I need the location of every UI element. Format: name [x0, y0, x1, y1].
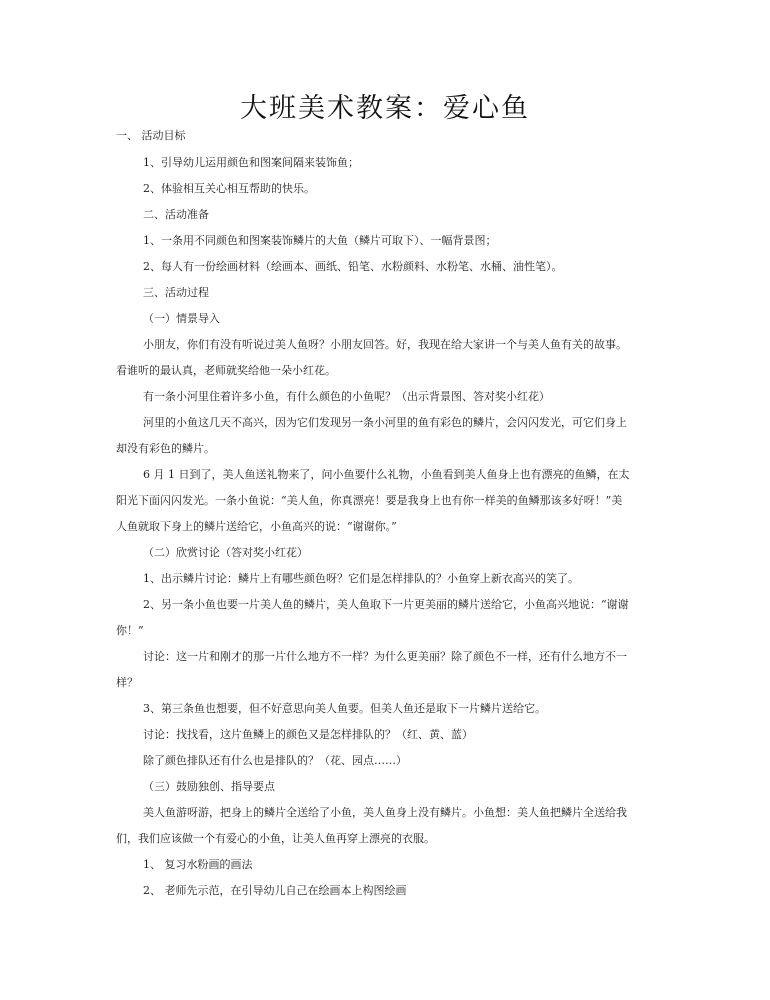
subsection-heading: （二）欣赏讨论（答对奖小红花）: [143, 546, 308, 559]
paragraph-line: 1、 复习水粉画的画法: [143, 858, 253, 871]
paragraph-line: 人鱼就取下身上的鳞片送给它，小鱼高兴的说：“谢谢你。”: [116, 520, 397, 533]
paragraph-line: 除了颜色排队还有什么也是排队的？（花、园点……）: [143, 754, 407, 767]
paragraph-line: 1、引导幼儿运用颜色和图案间隔来装饰鱼；: [143, 156, 359, 169]
paragraph-line: 讨论：找找看，这片鱼鳞上的颜色又是怎样排队的？（红、黄、蓝）: [143, 728, 473, 741]
paragraph-line: 河里的小鱼这几天不高兴，因为它们发现另一条小河里的鱼有彩色的鳞片，会闪闪发光，可它们身上: [143, 416, 627, 429]
paragraph-line: 1、出示鳞片讨论：鳞片上有哪些颜色呀？它们是怎样排队的？小鱼穿上新衣高兴的笑了。: [143, 572, 579, 585]
paragraph-line: 2、 老师先示范，在引导幼儿自己在绘画本上构图绘画: [143, 884, 407, 897]
paragraph-line: 样？: [116, 676, 138, 689]
paragraph-line: 美人鱼游呀游，把身上的鳞片全送给了小鱼，美人鱼身上没有鳞片。小鱼想：美人鱼把鳞片全送给我: [143, 806, 627, 819]
paragraph-line: 2、另一条小鱼也要一片美人鱼的鳞片，美人鱼取下一片更美丽的鳞片送给它，小鱼高兴地说：“谢谢: [143, 598, 629, 611]
paragraph-line: 有一条小河里住着许多小鱼，有什么颜色的小鱼呢？（出示背景图、答对奖小红花）: [143, 390, 550, 403]
paragraph-line: 2、体验相互关心相互帮助的快乐。: [143, 182, 315, 195]
paragraph-line: 阳光下面闪闪发光。一条小鱼说：“美人鱼，你真漂亮！要是我身上也有你一样美的鱼鳞那该多好呀！”美: [116, 494, 623, 507]
paragraph-line: 2、每人有一份绘画材料（绘画本、画纸、铅笔、水粉颜料、水粉笔、水桶、油性笔）。: [143, 260, 563, 273]
paragraph-line: 1、一条用不同颜色和图案装饰鳞片的大鱼（鳞片可取下）、一幅背景图；: [143, 234, 497, 247]
paragraph-line: 却没有彩色的鳞片。: [116, 442, 215, 455]
subsection-heading: （三）鼓励独创、指导要点: [143, 780, 275, 793]
section-heading-prep: 二、活动准备: [143, 208, 209, 221]
paragraph-line: 你！”: [116, 624, 144, 637]
document-title: 大班美术教案：爱心鱼: [240, 93, 530, 124]
paragraph-line: 看谁听的最认真，老师就奖给他一朵小红花。: [116, 364, 336, 377]
subsection-heading: （一）情景导入: [143, 312, 220, 325]
section-heading-process: 三、活动过程: [143, 286, 209, 299]
paragraph-line: 讨论：这一片和刚才的那一片什么地方不一样？为什么更美丽？除了颜色不一样，还有什么地方不一: [143, 650, 627, 663]
paragraph-line: 们，我们应该做一个有爱心的小鱼，让美人鱼再穿上漂亮的衣服。: [116, 832, 435, 845]
paragraph-line: 6 月 1 日到了，美人鱼送礼物来了，问小鱼要什么礼物，小鱼看到美人鱼身上也有漂亮的鱼鳞，在太: [143, 468, 630, 481]
paragraph-line: 小朋友，你们有没有听说过美人鱼呀？小朋友回答。好，我现在给大家讲一个与美人鱼有关的故事。: [143, 338, 627, 351]
section-heading-goals: 一、 活动目标: [116, 129, 186, 142]
paragraph-line: 3、第三条鱼也想要，但不好意思向美人鱼要。但美人鱼还是取下一片鳞片送给它。: [143, 702, 546, 715]
